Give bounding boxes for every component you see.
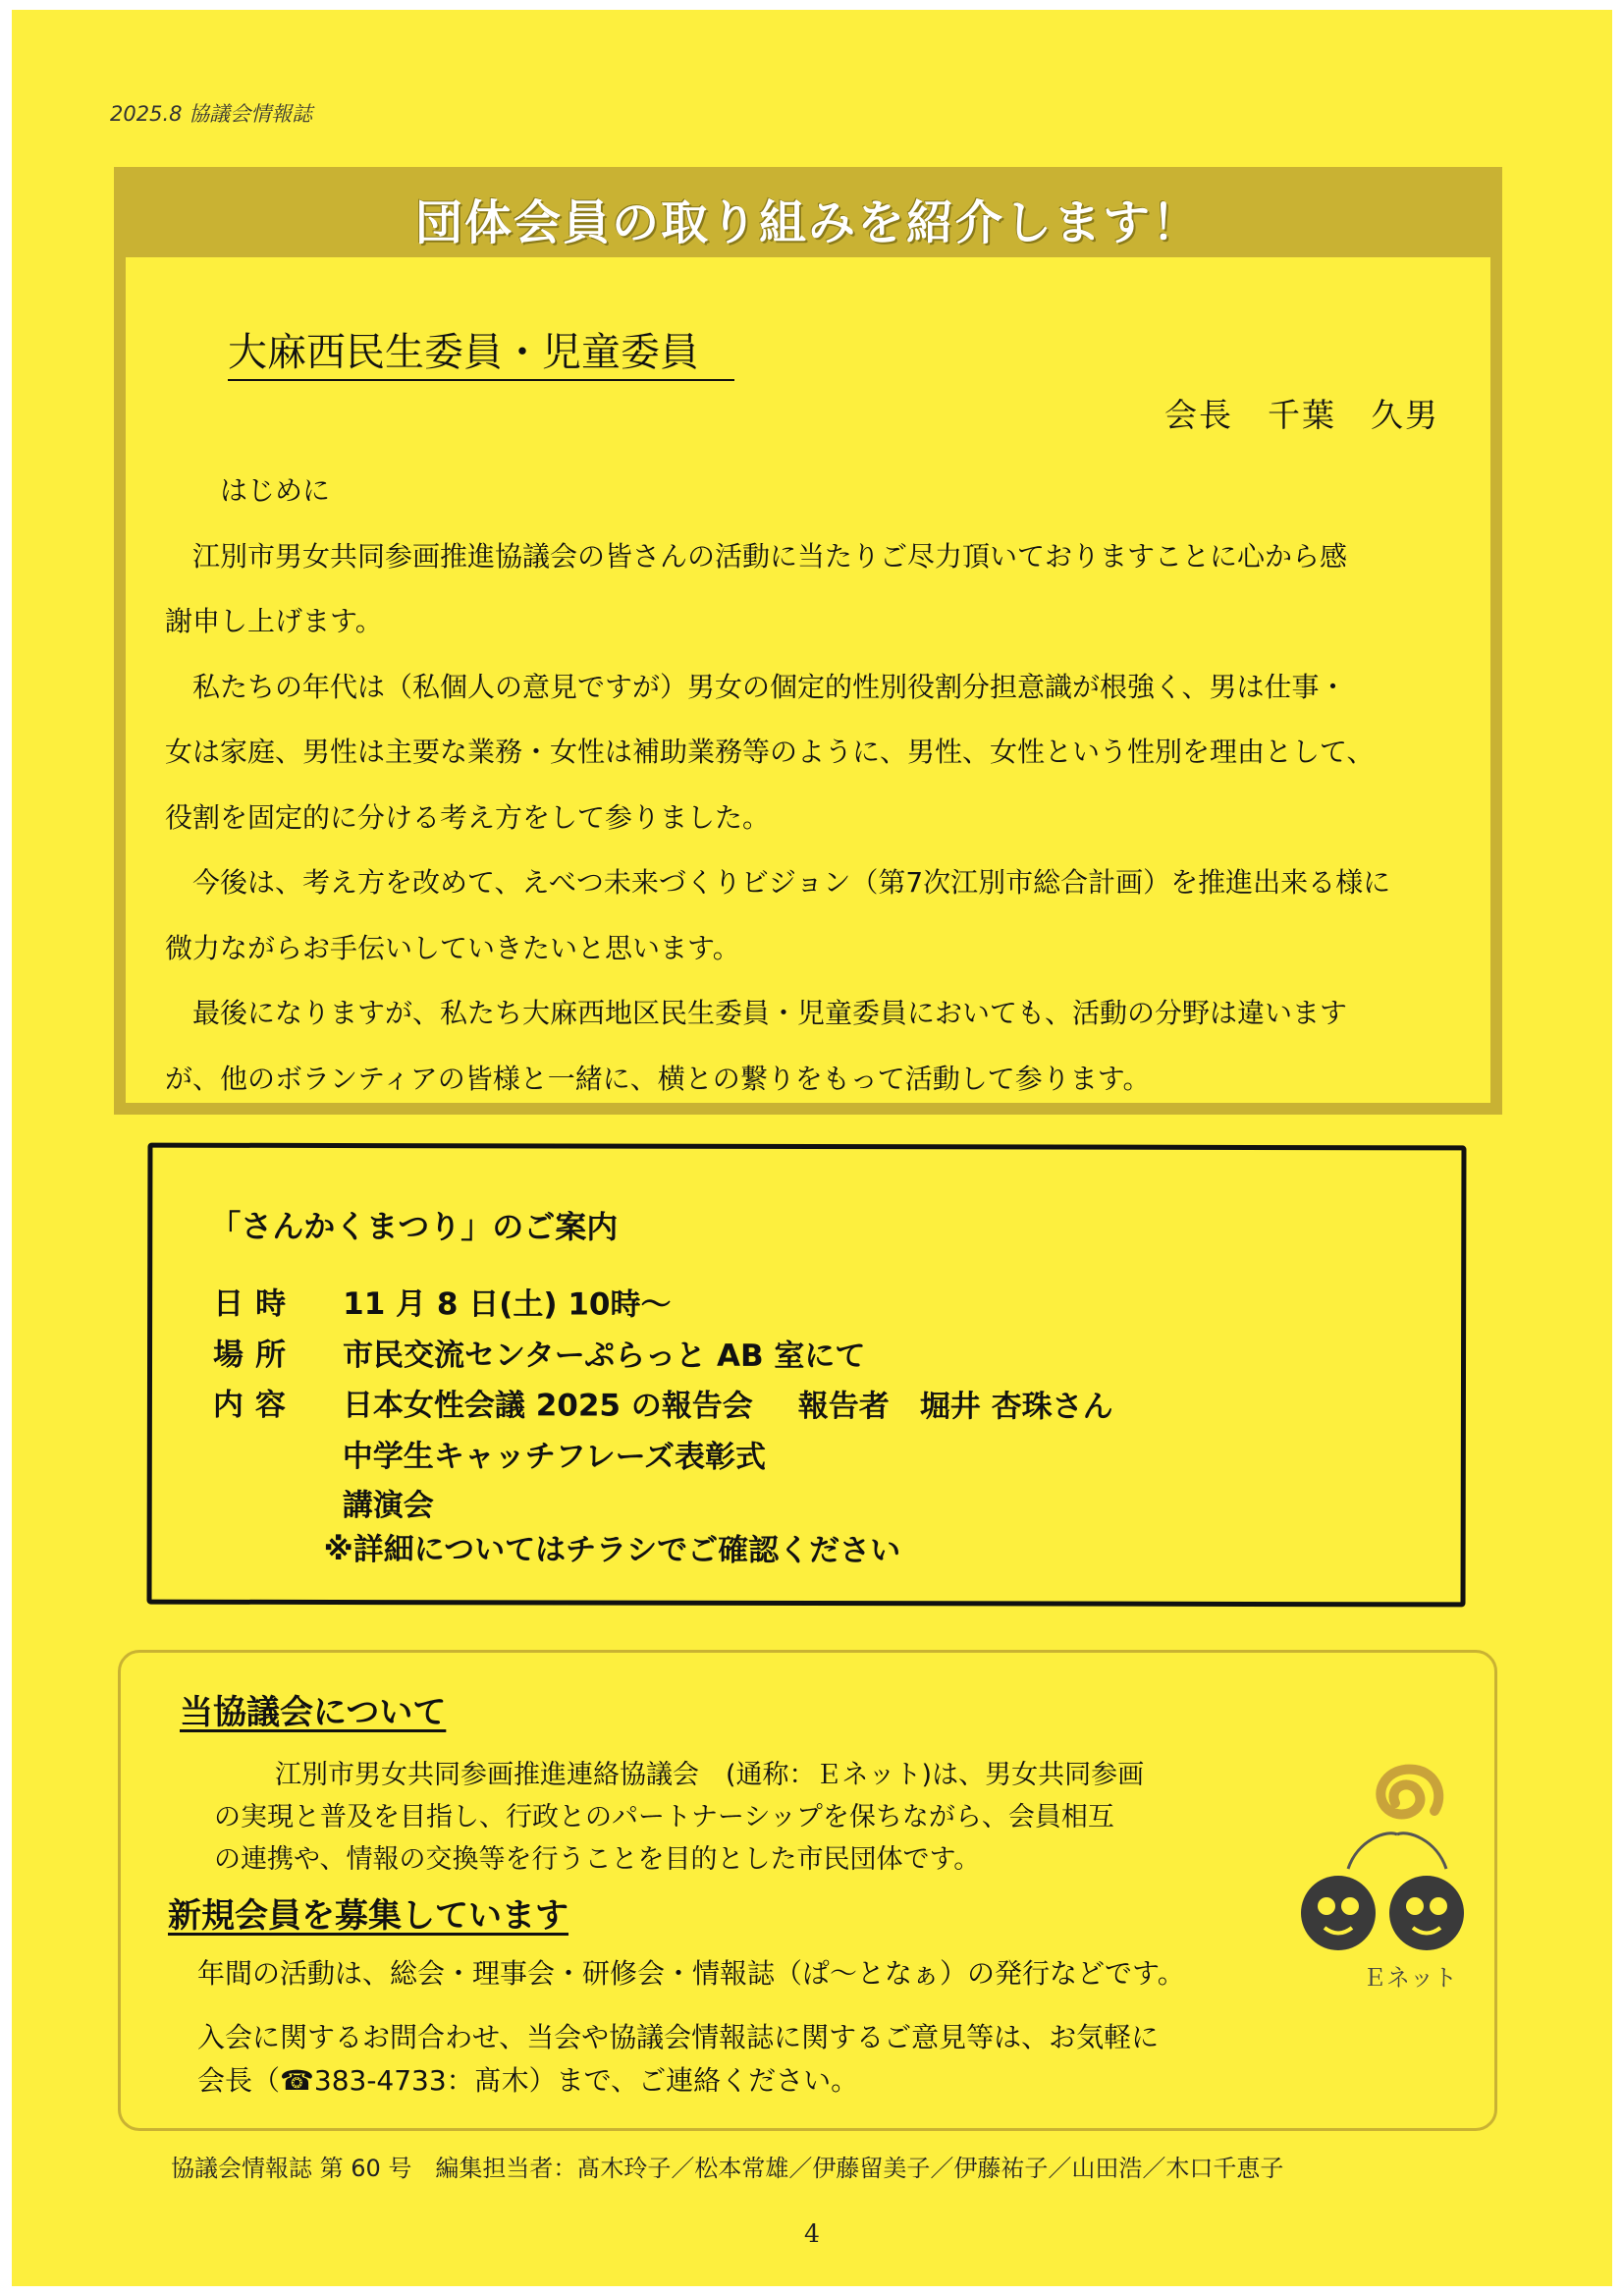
body-line: 今後は、考え方を改めて、えべつ未来づくりビジョン（第7次江別市総合計画）を推進出来る様に xyxy=(192,866,1391,899)
banner-title: 団体会員の取り組みを紹介します！ xyxy=(414,194,1201,250)
content-value: 日本女性会議 2025 の報告会 xyxy=(342,1388,753,1424)
reporter-value: 報告者 堀井 杏珠さん xyxy=(797,1388,1113,1425)
date-label: 日時 xyxy=(213,1285,298,1322)
about-council-box xyxy=(118,1650,1497,2131)
footer-credits: 協議会情報誌 第 60 号 編集担当者：髙木玲子／松本常雄／伊藤留美子／伊藤祐子／山田浩／木口千恵子 xyxy=(171,2155,1284,2182)
event-title: 「さんかくまつり」のご案内 xyxy=(209,1207,619,1246)
page-number: 4 xyxy=(804,2219,820,2248)
contact-line-1: 入会に関するお問合わせ、当会や協議会情報誌に関するご意見等は、お気軽に xyxy=(197,2021,1160,2053)
about-line: の実現と普及を目指し、行政とのパートナーシップを保ちながら、会員相互 xyxy=(214,1802,1114,1832)
date-value: 11 月 8 日(土) 10時～ xyxy=(343,1286,672,1323)
body-line: 江別市男女共同参画推進協議会の皆さんの活動に当たりご尽力頂いておりますことに心から感 xyxy=(192,539,1348,573)
about-heading: 当協議会について xyxy=(180,1693,447,1732)
header-note: 2025.8 協議会情報誌 xyxy=(110,102,313,126)
content-line2: 中学生キャッチフレーズ表彰式 xyxy=(342,1439,767,1475)
article-body xyxy=(165,459,1481,1112)
member-intro-section xyxy=(114,167,1502,1115)
event-content-line3 xyxy=(213,1480,434,1524)
place-label: 場所 xyxy=(213,1337,298,1373)
event-note: ※詳細についてはチラシでご確認ください xyxy=(323,1531,901,1569)
body-line: はじめに xyxy=(220,474,331,507)
event-content-line2 xyxy=(213,1431,766,1476)
body-line: 謝申し上げます。 xyxy=(165,605,383,637)
article-title: 大麻西民生委員・児童委員 xyxy=(228,321,734,381)
logo-label: Ｅネット xyxy=(1363,1964,1457,1992)
recruit-heading: 新規会員を募集しています xyxy=(168,1896,568,1936)
event-content-row xyxy=(213,1380,1113,1426)
contact-line-2: 会長（☎383-4733：髙木）まで、ご連絡ください。 xyxy=(197,2064,859,2097)
about-paragraph xyxy=(214,1754,1284,1881)
event-place-row xyxy=(213,1330,865,1375)
body-line: が、他のボランティアの皆様と一緒に、横との繋りをもって活動して参ります。 xyxy=(165,1062,1151,1095)
event-announcement-box xyxy=(147,1143,1467,1608)
body-line: 私たちの年代は（私個人の意見ですが）男女の個定的性別役割分担意識が根強く、男は仕事・ xyxy=(192,670,1347,703)
about-line: の連携や、情報の交換等を行うことを目的とした市民団体です。 xyxy=(214,1844,981,1875)
event-date-row xyxy=(213,1279,671,1324)
body-line: 女は家庭、男性は主要な業務・女性は補助業務等のように、男性、女性という性別を理由として、 xyxy=(165,736,1375,768)
article-author: 会長 千葉 久男 xyxy=(1164,396,1439,434)
enet-logo-icon xyxy=(1279,1756,1476,1967)
content-line3: 講演会 xyxy=(342,1488,434,1524)
place-value: 市民交流センターぷらっと AB 室にて xyxy=(343,1338,866,1375)
page xyxy=(12,10,1612,2286)
body-line: 微力ながらお手伝いしていきたいと思います。 xyxy=(165,931,740,964)
body-line: 役割を固定的に分ける考え方をして参りました。 xyxy=(165,800,771,834)
section-banner xyxy=(126,179,1490,257)
activities-text: 年間の活動は、総会・理事会・研修会・情報誌（ぱ～となぁ）の発行などです。 xyxy=(197,1957,1185,1990)
body-line: 最後になりますが、私たち大麻西地区民生委員・児童委員においても、活動の分野は違います xyxy=(192,997,1348,1029)
about-line: 江別市男女共同参画推進連絡協議会 (通称：Ｅネット)は、男女共同参画 xyxy=(275,1760,1145,1790)
content-label: 内容 xyxy=(212,1387,298,1423)
